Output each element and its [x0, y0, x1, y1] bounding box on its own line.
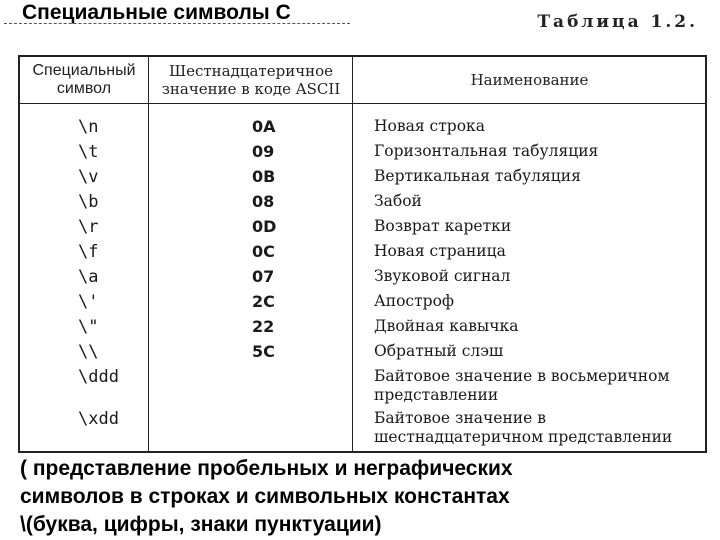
escape-sequence: \n [78, 117, 99, 137]
hex-value: 0B [252, 167, 276, 186]
symbol-name: Байтовое значение в восьмеричном представлении [374, 367, 670, 404]
header-line: Наименование [470, 71, 589, 89]
escape-sequence: \" [78, 317, 99, 337]
header-name [354, 60, 705, 100]
footer-note [20, 455, 710, 539]
symbol-name: Вертикальная табуляция [374, 167, 581, 185]
title-underline [4, 23, 350, 25]
hex-value: 09 [252, 142, 275, 161]
hex-value: 08 [252, 192, 275, 211]
hex-value: 2C [252, 292, 275, 311]
hex-value: 0A [252, 117, 276, 136]
escape-sequence: \\ [78, 342, 99, 362]
header-line: Шестнадцатеричное [168, 62, 334, 80]
escape-sequence: \xdd [78, 409, 119, 429]
header-line: символ [56, 80, 112, 97]
symbol-name: Новая страница [374, 242, 506, 260]
header-divider [20, 103, 705, 104]
symbol-name: Забой [374, 192, 422, 210]
header-hex-value [150, 60, 352, 100]
hex-value: 07 [252, 267, 275, 286]
symbol-name: Апостроф [374, 292, 455, 310]
symbol-name: Звуковой сигнал [374, 267, 511, 285]
symbol-name: Обратный слэш [374, 342, 504, 360]
symbol-name: Новая строка [374, 117, 485, 135]
hex-value: 22 [252, 317, 275, 336]
page-title: Специальные символы С [22, 1, 291, 24]
escape-sequence: \ddd [78, 367, 119, 387]
header-line: значение в коде ASCII [161, 80, 341, 98]
escape-sequence: \r [78, 217, 99, 237]
column-divider [148, 57, 149, 451]
special-chars-table [18, 55, 707, 453]
footer-line: символов в строках и символьных константах [20, 485, 510, 508]
escape-sequence: \t [78, 142, 99, 162]
footer-line: ( представление пробельных и неграфических [20, 457, 513, 480]
symbol-name: Возврат каретки [374, 217, 512, 235]
escape-sequence: \v [78, 167, 99, 187]
symbol-name: Байтовое значение в шестнадцатеричном представлении [374, 409, 673, 446]
column-divider [352, 57, 353, 451]
footer-line: \(буква, цифры, знаки пунктуации) [20, 513, 382, 536]
escape-sequence: \' [78, 292, 99, 312]
header-special-symbol [20, 60, 148, 100]
escape-sequence: \b [78, 192, 99, 212]
hex-value: 0D [252, 217, 277, 236]
header-line: Специальный [32, 62, 136, 79]
hex-value: 0C [252, 242, 275, 261]
symbol-name: Двойная кавычка [374, 317, 519, 335]
escape-sequence: \a [78, 267, 99, 287]
symbol-name: Горизонтальная табуляция [374, 142, 599, 160]
hex-value: 5C [252, 342, 275, 361]
escape-sequence: \f [78, 242, 99, 262]
table-caption: Таблица 1.2. [537, 12, 698, 32]
